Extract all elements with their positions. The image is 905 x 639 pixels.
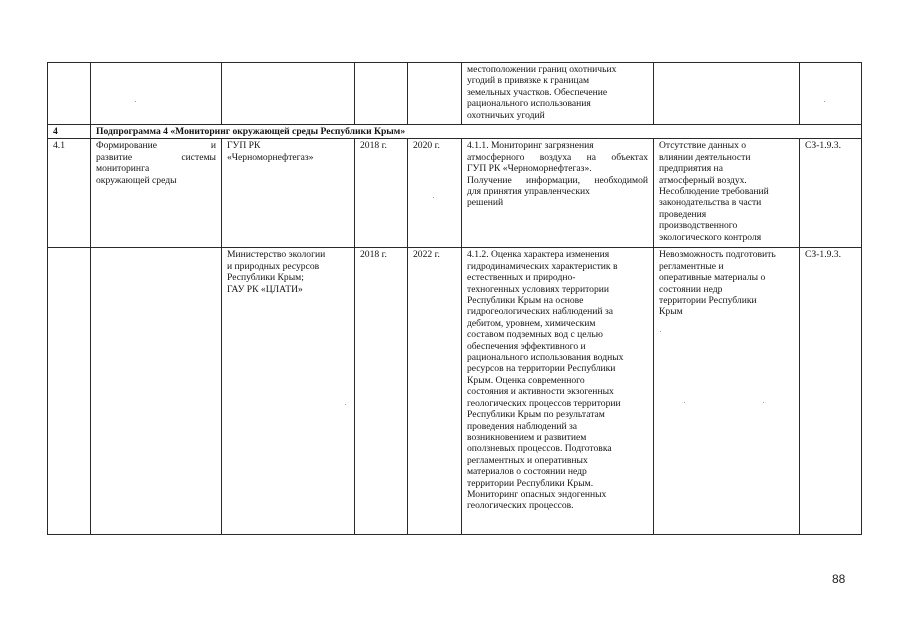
row-executor: Министерство экологии и природных ресурсов Республики Крым; ГАУ РК «ЦЛАТИ» xyxy=(222,248,355,535)
scan-speck xyxy=(345,404,346,405)
row-start: 2018 г. xyxy=(355,248,408,535)
cell-consequences xyxy=(654,63,800,125)
row-name-rest: мониторинга окружающей среды xyxy=(96,163,177,186)
activity-line: ГУП РК «Черноморнефтегаз». xyxy=(467,163,592,175)
row-number xyxy=(48,248,91,535)
row-link: СЗ-1.9.3. xyxy=(800,248,862,535)
cell-number xyxy=(48,63,91,125)
row-consequences: Невозможность подготовить регламентные и оперативные материалы о состоянии недр территории Республики Крым xyxy=(654,248,800,535)
activity-line: решений xyxy=(467,197,504,209)
program-table xyxy=(47,62,862,535)
row-number: 4.1 xyxy=(48,139,91,248)
row-4-1 xyxy=(48,139,862,248)
row-name-line: Формирование и xyxy=(96,140,216,152)
cell-name xyxy=(91,63,222,125)
row-4-1-2 xyxy=(48,248,862,535)
row-link: СЗ-1.9.3. xyxy=(800,139,862,248)
scan-speck xyxy=(684,402,685,403)
scan-speck xyxy=(135,101,136,102)
page-number: 88 xyxy=(832,572,846,586)
activity-line: атмосферного воздуха на объектах xyxy=(467,151,648,163)
row-activity: 4.1.2. Оценка характера изменения гидродинамических характеристик в естественных и природно- техногенных условиях территории Республики Крым на основе гидрогеологических наблюдений за дебитом, уровнем, химическим составом подземных вод с целью обеспечения эффективного и рационального использования водных ресурсов на территории Республики Крым. Оценка современного состояния и активности экзогенных геологических процессов территории Республики Крым по результатам проведения наблюдений за возникновением и развитием оползневых процессов. Подготовка регламентных и оперативных материалов о состоянии недр территории Республики Крым. Мониторинг опасных эндогенных геологических процессов. xyxy=(462,248,654,535)
row-name-line: развитие системы xyxy=(96,151,216,163)
continuation-row xyxy=(48,63,862,125)
activity-line: 4.1.1. Мониторинг загрязнения xyxy=(467,140,594,152)
scan-speck xyxy=(824,101,825,102)
activity-line: Получение информации, необходимой xyxy=(467,174,648,186)
activity-line: для принятия управленческих xyxy=(467,186,590,198)
row-start: 2018 г. xyxy=(355,139,408,248)
scan-speck xyxy=(660,331,661,332)
cell-executor xyxy=(222,63,355,125)
row-name xyxy=(91,139,222,248)
cell-activity: местоположении границ охотничьих угодий в привязке к границам земельных участков. Обеспечение рационального использования охотничьих угодий xyxy=(462,63,654,125)
row-name xyxy=(91,248,222,535)
row-end: 2022 г. xyxy=(408,248,462,535)
row-consequences: Отсутствие данных о влиянии деятельности предприятия на атмосферный воздух. Несоблюдение требований законодательства в части проведения производственного экологического контроля xyxy=(654,139,800,248)
cell-link xyxy=(800,63,862,125)
row-executor: ГУП РК «Черноморнефтегаз» xyxy=(222,139,355,248)
cell-start xyxy=(355,63,408,125)
subprogram-title: Подпрограмма 4 «Мониторинг окружающей среды Республики Крым» xyxy=(91,125,862,139)
scan-speck xyxy=(763,402,764,403)
subprogram-number: 4 xyxy=(48,125,91,139)
subprogram-row xyxy=(48,125,862,139)
scan-speck xyxy=(433,197,434,198)
row-end: 2020 г. xyxy=(408,139,462,248)
cell-end xyxy=(408,63,462,125)
row-activity xyxy=(462,139,654,248)
